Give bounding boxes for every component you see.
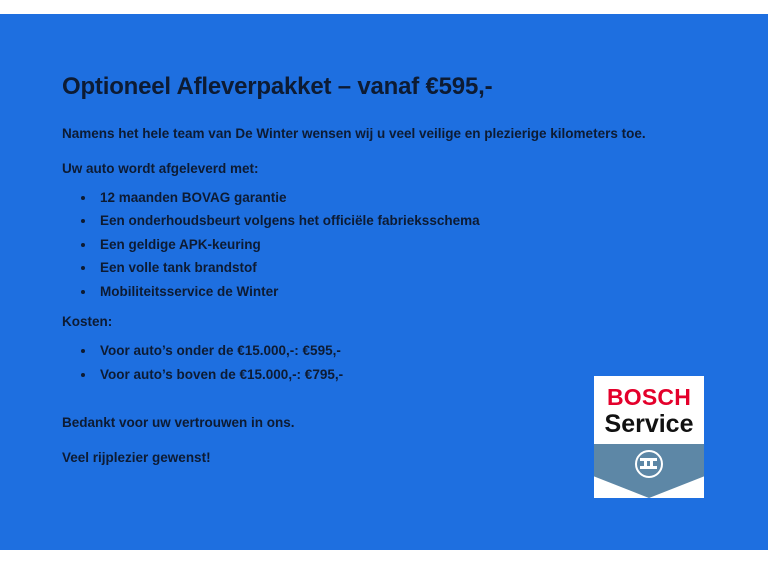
thanks-paragraph: Bedankt voor uw vertrouwen in ons.	[62, 415, 295, 431]
delivery-list	[62, 191, 722, 299]
list-item: • Een geldige APK-keuring	[96, 238, 722, 252]
list-item: • Een volle tank brandstof	[96, 261, 722, 275]
delivery-heading: Uw auto wordt afgeleverd met:	[62, 160, 259, 176]
closing-paragraph: Veel rijplezier gewenst!	[62, 449, 211, 465]
page-title: Optioneel Afleverpakket – vanaf €595,-	[62, 73, 493, 100]
costs-heading: Kosten:	[62, 314, 113, 330]
bosch-service-logo	[594, 376, 704, 498]
list-item: • Voor auto’s onder de €15.000,-: €595,-	[96, 344, 722, 358]
logo-brand-text: BOSCH	[606, 384, 692, 410]
slide-canvas	[0, 14, 768, 550]
bosch-armature-icon	[635, 450, 663, 478]
logo-service-text: Service	[604, 410, 694, 438]
list-item: • Een onderhoudsbeurt volgens het officiële fabrieksschema	[96, 214, 722, 228]
list-item: • Mobiliteitsservice de Winter	[96, 285, 722, 299]
intro-paragraph: Namens het hele team van De Winter wensen wij u veel veilige en plezierige kilometers toe.	[62, 126, 646, 142]
list-item: • Voor auto’s boven de €15.000,-: €795,-	[96, 368, 722, 382]
list-item: • 12 maanden BOVAG garantie	[96, 191, 722, 205]
